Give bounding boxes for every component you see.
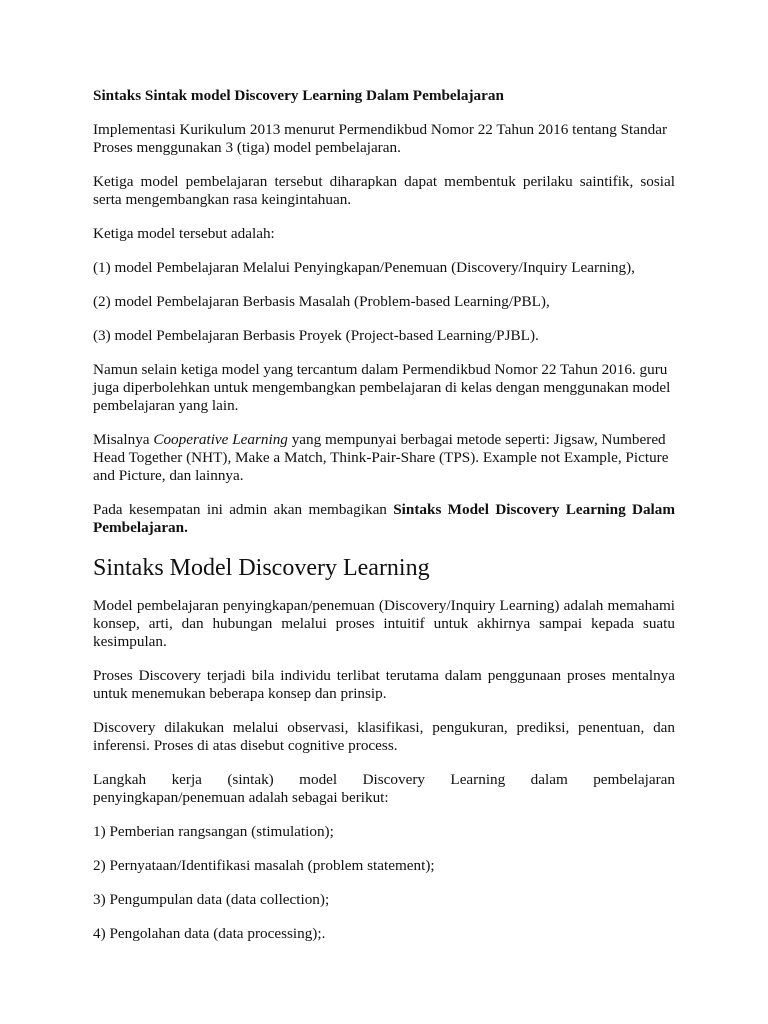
paragraph-implementasi: Implementasi Kurikulum 2013 menurut Permendikbud Nomor 22 Tahun 2016 tentang Standar Proses menggunakan 3 (tiga) model pembelajaran. bbox=[93, 121, 668, 156]
paragraph-pada-kesempatan-bold: Sintaks Model Discovery Learning Dalam Pembelajaran. bbox=[93, 501, 675, 536]
paragraph-langkah-kerja: Langkah kerja (sintak) model Discovery Learning dalam pembelajaran penyingkapan/penemuan adalah sebagai berikut: bbox=[93, 771, 675, 806]
paragraph-misalnya-prefix: Misalnya bbox=[93, 431, 154, 448]
list-item-step-1: 1) Pemberian rangsangan (stimulation); bbox=[93, 823, 334, 840]
paragraph-discovery-dilakukan: Discovery dilakukan melalui observasi, klasifikasi, pengukuran, prediksi, penentuan, dan inferensi. Proses di atas disebut cognitive process. bbox=[93, 719, 675, 754]
paragraph-proses-discovery: Proses Discovery terjadi bila individu terlibat terutama dalam penggunaan proses mentalnya untuk menemukan beberapa konsep dan prinsip. bbox=[93, 667, 675, 702]
list-item-step-3: 3) Pengumpulan data (data collection); bbox=[93, 891, 330, 908]
cooperative-learning-text: Cooperative Learning bbox=[153, 431, 288, 448]
document-title: Sintaks Sintak model Discovery Learning Dalam Pembelajaran bbox=[93, 87, 504, 104]
paragraph-ketiga-model-adalah: Ketiga model tersebut adalah: bbox=[93, 225, 275, 242]
paragraph-pada-kesempatan bbox=[93, 501, 675, 537]
list-item-model-2: (2) model Pembelajaran Berbasis Masalah (Problem-based Learning/PBL), bbox=[93, 293, 550, 310]
list-item-model-1: (1) model Pembelajaran Melalui Penyingkapan/Penemuan (Discovery/Inquiry Learning), bbox=[93, 259, 635, 276]
paragraph-namun-selain: Namun selain ketiga model yang tercantum dalam Permendikbud Nomor 22 Tahun 2016. guru juga diperbolehkan untuk mengembangkan pembelajaran di kelas dengan menggunakan model pembelajaran yang lain. bbox=[93, 361, 671, 414]
paragraph-model-pembelajaran: Model pembelajaran penyingkapan/penemuan (Discovery/Inquiry Learning) adalah memahami konsep, arti, dan hubungan melalui proses intuitif untuk akhirnya sampai kepada suatu kesimpulan. bbox=[93, 597, 675, 650]
paragraph-ketiga-model-pembelajaran: Ketiga model pembelajaran tersebut diharapkan dapat membentuk perilaku saintifik, sosial serta mengembangkan rasa keingintahuan. bbox=[93, 173, 675, 208]
paragraph-misalnya bbox=[93, 431, 675, 485]
list-item-step-4: 4) Pengolahan data (data processing);. bbox=[93, 925, 326, 942]
list-item-step-2: 2) Pernyataan/Identifikasi masalah (problem statement); bbox=[93, 857, 435, 874]
paragraph-misalnya-suffix: yang mempunyai berbagai metode seperti: Jigsaw, Numbered Head Together (NHT), Make a Match, Think-Pair-Share (TPS). Example not Example, Picture and Picture, dan lainnya. bbox=[93, 431, 669, 484]
document-content bbox=[93, 87, 675, 959]
paragraph-pada-kesempatan-prefix: Pada kesempatan ini admin akan membagikan bbox=[93, 501, 394, 518]
list-item-model-3: (3) model Pembelajaran Berbasis Proyek (Project-based Learning/PJBL). bbox=[93, 327, 539, 344]
section-heading: Sintaks Model Discovery Learning bbox=[93, 555, 430, 581]
